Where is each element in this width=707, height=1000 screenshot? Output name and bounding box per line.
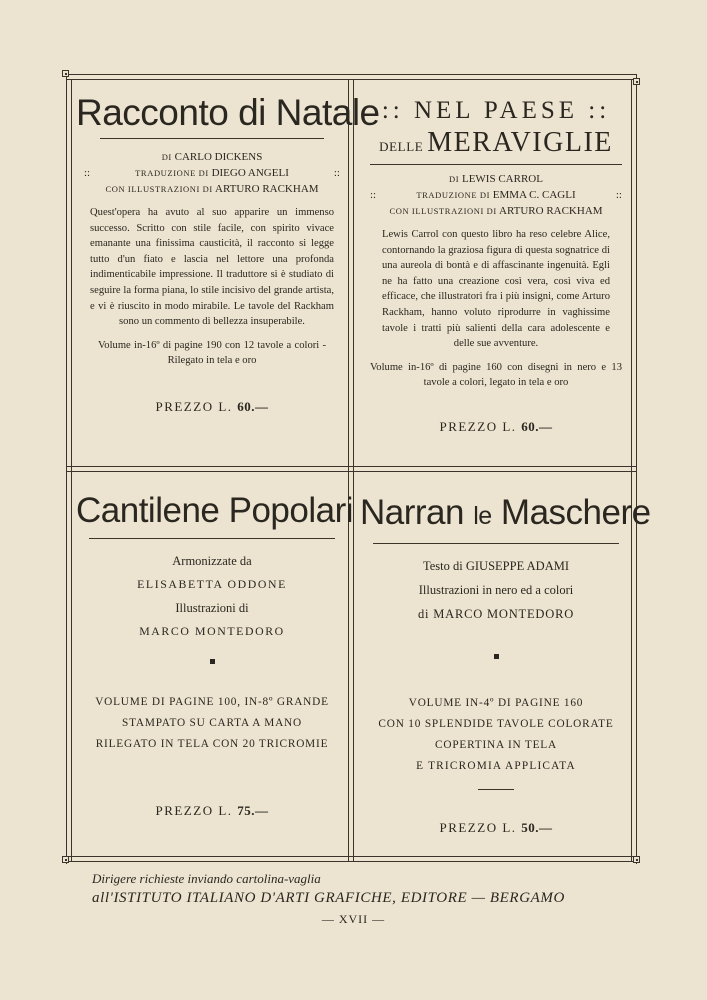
frame-top-line-inner	[66, 79, 636, 80]
translator-prefix: TRADUZIONE DI	[416, 190, 491, 200]
price-label: PREZZO L.	[439, 418, 517, 434]
ad-price	[360, 820, 632, 836]
ad-details: Volume in-16º di pagine 190 con 12 tavole a colori - Rilegato in tela e oro	[98, 339, 326, 367]
price-value: 60.—	[237, 398, 269, 414]
translator-mark: ::	[370, 189, 377, 201]
corner-ornament	[633, 78, 640, 85]
ad-title-main: MERAVIGLIE	[427, 127, 613, 158]
ad-title-top: :: NEL PAESE ::	[381, 97, 611, 124]
frame-middle-line	[66, 466, 636, 467]
ad-description: Lewis Carrol con questo libro ha reso celebre Alice, contornando la graziosa figura di questa sognatrice di una aureola di bontà e di affascinante ingenuità. Egli ne ha fatto una creazione così vera, così viva ed efficace, che illustratori fra i più insigni, come Arturo Rackham, hanno voluto riprodurre in vaghissime tavole i tratti più salienti della cara adolescente e delle sue avventure.	[382, 229, 610, 350]
ad-details: Volume in-16º di pagine 160 con disegni in nero e 13 tavole a colori, legato in tela e oro	[370, 361, 622, 389]
author-line: Testo di GIUSEPPE ADAMI	[422, 559, 569, 573]
ad-price	[76, 803, 348, 819]
translator-line	[76, 165, 348, 181]
frame-left-line	[66, 74, 67, 864]
illustrator-name: MARCO MONTEDORO	[139, 624, 285, 638]
footer-publisher: all'ISTITUTO ITALIANO D'ARTI GRAFICHE, EDITORE — BERGAMO	[92, 890, 565, 906]
frame-bottom-line-inner	[66, 861, 636, 862]
translator-name: EMMA C. CAGLI	[492, 189, 576, 201]
spec-line: STAMPATO SU CARTA A MANO	[122, 717, 302, 729]
ad-title-part: le	[473, 502, 492, 530]
price-value: 60.—	[521, 418, 553, 434]
short-rule	[478, 789, 514, 790]
ad-cantilene-popolari	[76, 488, 354, 819]
ad-nel-paese-delle-meraviglie	[360, 96, 632, 435]
frame-bottom-line	[66, 856, 636, 857]
ad-title-part: Maschere	[500, 493, 651, 532]
ad-narran-le-maschere	[360, 490, 651, 836]
illustrator-prefix: CON ILLUSTRAZIONI DI	[389, 206, 497, 216]
corner-ornament	[633, 856, 640, 863]
author-prefix: DI	[449, 174, 460, 184]
ad-price	[360, 419, 632, 435]
arrangement-label: Armonizzate da	[172, 554, 252, 568]
author-line	[360, 171, 632, 187]
separator-bullet	[210, 659, 215, 664]
frame-right-line	[636, 74, 637, 864]
ad-racconto-di-natale	[76, 90, 380, 415]
price-label: PREZZO L.	[439, 820, 517, 835]
illustrator-prefix: CON ILLUSTRAZIONI DI	[105, 184, 213, 194]
illustrator-line	[76, 181, 348, 197]
frame-middle-line-inner	[66, 471, 636, 472]
translator-prefix: TRADUZIONE DI	[135, 168, 209, 178]
ad-price	[76, 399, 348, 415]
arranger-name: ELISABETTA ODDONE	[137, 577, 287, 591]
frame-center-line	[348, 79, 349, 861]
illustrator-name: ARTURO RACKHAM	[499, 205, 603, 217]
translator-mark: ::	[333, 167, 340, 179]
author-name: CARLO DICKENS	[174, 151, 263, 163]
ad-title-prefix: DELLE	[379, 139, 424, 154]
ad-title: Cantilene Popolari	[76, 491, 354, 530]
page-number: — XVII —	[321, 912, 386, 926]
spec-line: VOLUME DI PAGINE 100, IN-8º GRANDE	[95, 696, 329, 708]
ad-title-bottom	[360, 126, 632, 164]
translator-mark: ::	[615, 189, 622, 201]
spec-line: COPERTINA IN TELA	[435, 739, 557, 751]
illustrations-label: Illustrazioni di	[175, 601, 249, 615]
frame-top-line	[66, 74, 636, 75]
illustrations-line: Illustrazioni in nero ed a colori	[418, 583, 574, 597]
translator-mark: ::	[84, 167, 91, 179]
frame-left-line-inner	[71, 79, 72, 861]
title-rule	[373, 543, 619, 544]
price-value: 50.—	[521, 820, 553, 835]
spec-line: CON 10 SPLENDIDE TAVOLE COLORATE	[378, 718, 614, 730]
author-name: LEWIS CARROL	[461, 173, 543, 185]
footer-instruction: Dirigere richieste inviando cartolina-vaglia	[92, 871, 321, 886]
illustrator-name: ARTURO RACKHAM	[215, 183, 319, 195]
corner-ornament	[62, 70, 69, 77]
ad-title	[360, 490, 651, 539]
title-rule	[370, 164, 622, 165]
spec-line: VOLUME IN-4º DI PAGINE 160	[408, 697, 584, 709]
price-value: 75.—	[237, 803, 269, 818]
separator-bullet	[494, 654, 499, 659]
price-label: PREZZO L.	[155, 398, 233, 414]
corner-ornament	[62, 856, 69, 863]
title-rule	[100, 138, 324, 139]
ad-title: Racconto di Natale	[76, 92, 380, 133]
illustrator-line	[360, 203, 632, 219]
title-rule	[89, 538, 335, 539]
spec-line: E TRICROMIA APPLICATA	[416, 760, 576, 772]
author-line	[76, 149, 348, 165]
illustrator-line: di MARCO MONTEDORO	[417, 607, 575, 621]
author-prefix: DI	[161, 152, 172, 162]
frame-center-line-inner	[353, 79, 354, 861]
translator-line	[360, 187, 632, 203]
ad-title-part: Narran	[360, 493, 464, 532]
translator-name: DIEGO ANGELI	[211, 167, 289, 179]
price-label: PREZZO L.	[155, 803, 233, 818]
spec-line: RILEGATO IN TELA CON 20 TRICROMIE	[95, 738, 329, 750]
ad-description: Quest'opera ha avuto al suo apparire un immenso successo. Scritto con stile facile, con spirito vivace emanante una finissima causticità, il racconto si legge tutto d'un fiato e lascia nel lettore una profonda indimenticabile impressione. Il traduttore si è studiato di seguire la forma piana, lo stile incisivo del grande artista, e vi è riuscito in modo mirabile. Le tavole del Rackham sono un commento di bellezza insuperabile.	[90, 207, 334, 328]
